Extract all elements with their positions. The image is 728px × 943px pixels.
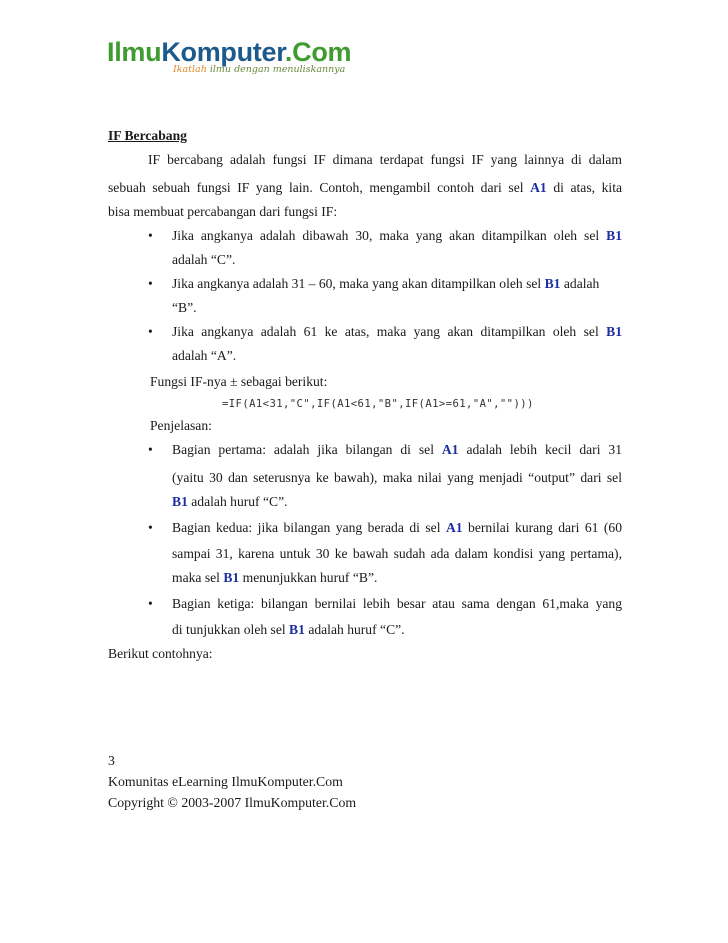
cell-ref-a1: A1 — [530, 180, 547, 195]
footer-community: Komunitas eLearning IlmuKomputer.Com — [108, 774, 343, 789]
explain-2-line-2: sampai 31, karena untuk 30 ke bawah sudah ada dalam kondisi yang pertama), — [172, 546, 622, 561]
cell-ref-b1: B1 — [172, 494, 188, 509]
intro-text: sebuah sebuah fungsi IF yang lain. Contoh, mengambil contoh dari sel — [108, 180, 531, 195]
bullet-text: Jika angkanya adalah dibawah 30, maka yang akan ditampilkan oleh sel — [172, 228, 607, 243]
bullet-text: adalah lebih kecil dari 31 — [458, 442, 622, 457]
cell-ref-b1: B1 — [223, 570, 240, 585]
formula-label: Fungsi IF-nya ± sebagai berikut: — [150, 374, 328, 389]
page-number: 3 — [108, 753, 115, 768]
logo-part-com: .Com — [284, 37, 352, 67]
cell-ref-b1: B1 — [544, 276, 561, 291]
bullet-text: menunjukkan huruf “B”. — [239, 570, 378, 585]
intro-line-1: IF bercabang adalah fungsi IF dimana terdapat fungsi IF yang lainnya di dalam — [148, 152, 622, 167]
cell-ref-b1: B1 — [606, 324, 622, 339]
page-footer — [108, 750, 356, 813]
bullet-text: Jika angkanya adalah 31 – 60, maka yang akan ditampilkan oleh sel — [172, 276, 545, 291]
bullet-text: adalah — [560, 276, 600, 291]
bullet-text: maka sel — [172, 570, 224, 585]
bullet-text: Jika angkanya adalah 61 ke atas, maka yang akan ditampilkan oleh sel — [172, 324, 607, 339]
bullet-text: Bagian kedua: jika bilangan yang berada di sel — [172, 520, 446, 535]
section-heading: IF Bercabang — [108, 128, 187, 143]
explain-1-line-2: (yaitu 30 dan seterusnya ke bawah), maka nilai yang menjadi “output” dari sel — [172, 470, 622, 485]
footer-copyright: Copyright © 2003-2007 IlmuKomputer.Com — [108, 795, 357, 810]
cell-ref-a1: A1 — [445, 520, 463, 535]
bullet-marker: • — [148, 596, 153, 611]
bullet-marker: • — [148, 228, 153, 243]
cell-ref-a1: A1 — [441, 442, 459, 457]
bullet-marker: • — [148, 276, 153, 291]
explain-1-line-3 — [172, 490, 622, 514]
explain-3-line-1: Bagian ketiga: bilangan bernilai lebih besar atau sama dengan 61,maka yang — [172, 596, 622, 611]
bullet-text: adalah huruf “C”. — [187, 494, 288, 509]
explain-3-line-2 — [172, 618, 622, 642]
bullet-3-line-2: adalah “A”. — [172, 348, 237, 363]
intro-line-3: bisa membuat percabangan dari fungsi IF: — [108, 204, 338, 219]
bullet-1-line-2: adalah “C”. — [172, 252, 236, 267]
tagline-part-1: Ikatlah — [173, 64, 210, 75]
explain-2-line-3 — [172, 566, 622, 590]
bullet-1-line-1 — [172, 224, 622, 248]
cell-ref-b1: B1 — [606, 228, 622, 243]
formula-code: =IF(A1<31,"C",IF(A1<61,"B",IF(A1>=61,"A",""))) — [222, 398, 534, 410]
bullet-marker: • — [148, 442, 153, 457]
explain-label: Penjelasan: — [150, 418, 212, 433]
tagline-part-2: ilmu dengan menuliskannya — [209, 64, 346, 75]
logo-part-komputer: Komputer — [161, 37, 285, 67]
logo-part-ilmu: Ilmu — [107, 37, 162, 67]
bullet-text: bernilai kurang dari 61 (60 — [462, 520, 622, 535]
intro-line-2 — [108, 176, 622, 200]
intro-text: di atas, kita — [546, 180, 622, 195]
bullet-2-line-1 — [172, 272, 622, 296]
bullet-2-line-2: “B”. — [172, 300, 197, 315]
bullet-marker: • — [148, 324, 153, 339]
logo-tagline — [173, 64, 345, 75]
cell-ref-b1: B1 — [289, 622, 305, 637]
bullet-3-line-1 — [172, 320, 622, 344]
bullet-text: di tunjukkan oleh sel — [172, 622, 290, 637]
bullet-marker: • — [148, 520, 153, 535]
bullet-text: adalah huruf “C”. — [304, 622, 405, 637]
explain-1-line-1 — [172, 438, 622, 462]
closing-text: Berikut contohnya: — [108, 646, 213, 661]
bullet-text: Bagian pertama: adalah jika bilangan di sel — [172, 442, 442, 457]
site-logo — [107, 36, 352, 84]
explain-2-line-1 — [172, 516, 622, 540]
